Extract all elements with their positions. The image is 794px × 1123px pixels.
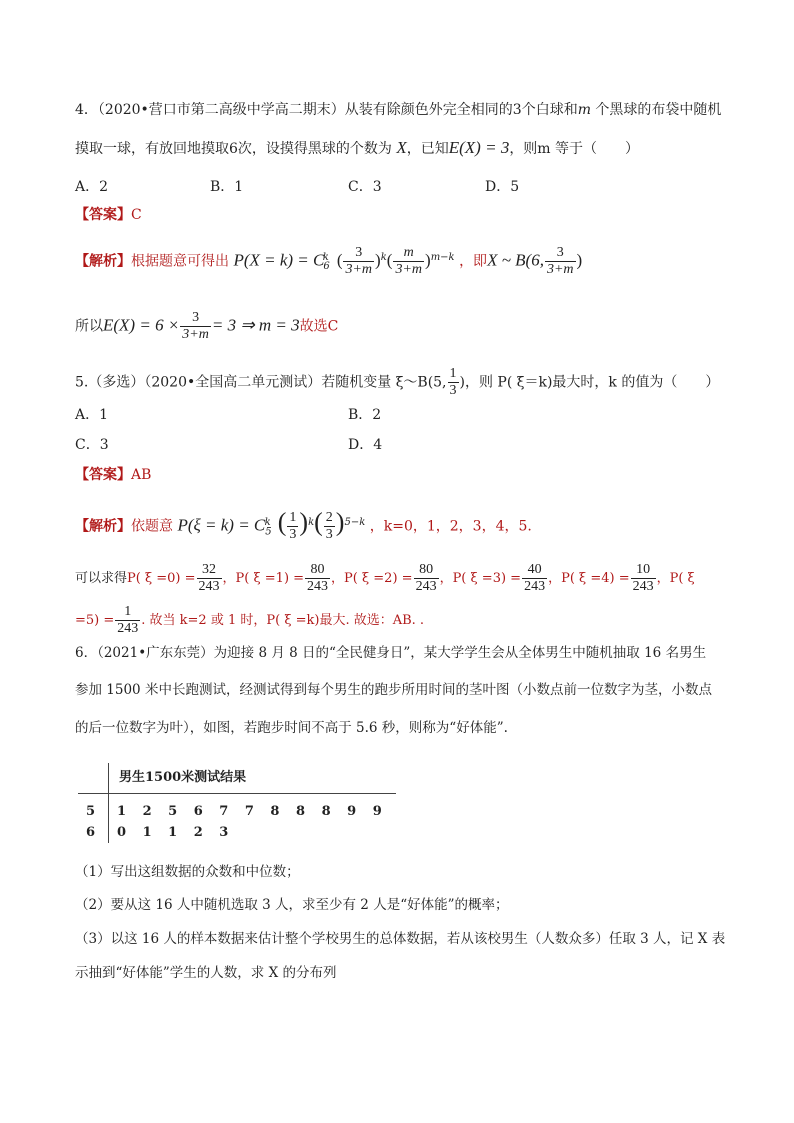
- fraction: [180, 310, 211, 343]
- fraction: [343, 245, 374, 278]
- denominator: 3: [289, 527, 297, 542]
- q4-text: ，则m 等于（ ）: [509, 141, 640, 157]
- prob-lhs: ，P( ξ =2) =: [331, 571, 413, 586]
- denominator: 3+m: [345, 262, 373, 277]
- prob-lhs: ，P( ξ =3) =: [439, 571, 522, 586]
- q5-text: 5.（多选）（2020•全国高二单元测试）若随机变量 ξ～B(5,: [75, 374, 447, 391]
- fraction: [393, 245, 424, 278]
- stem-cell: 5: [78, 794, 109, 823]
- stem-header-cell: [78, 763, 109, 794]
- conclusion-end: 故选C: [299, 318, 339, 335]
- q4-text-b: 个黑球的布袋中随机: [590, 102, 722, 118]
- formula: X ~ B(6,: [487, 250, 544, 270]
- answer-label: 【答案】: [75, 207, 131, 223]
- numerator: 10: [631, 562, 656, 579]
- fraction: [287, 510, 298, 543]
- probs-intro: 可以求得: [75, 571, 128, 586]
- fraction: [631, 562, 656, 595]
- formula-sub: 6: [323, 261, 330, 273]
- fraction: [522, 562, 547, 595]
- analysis-text: ，即: [459, 253, 488, 270]
- denominator: 243: [117, 621, 139, 636]
- formula-sub: 5: [265, 526, 272, 538]
- answer-value: C: [131, 207, 142, 223]
- leaves-cell: 1 2 5 6 7 7 8 8 8 9 9: [117, 804, 388, 819]
- prob-lhs: ，P( ξ =4) =: [548, 571, 630, 586]
- table-title: 男生1500米测试结果: [109, 763, 396, 794]
- q5-option-b: B．2: [348, 407, 382, 423]
- fraction: [545, 245, 576, 278]
- q4-var-m: m: [577, 102, 591, 118]
- numerator: 40: [522, 562, 547, 579]
- prob-lhs: =5) =: [75, 613, 115, 628]
- numerator: 3: [343, 245, 374, 262]
- numerator: m: [393, 245, 424, 262]
- prob-lhs: P( ξ =0) =: [127, 571, 196, 586]
- formula-sup: k: [264, 516, 271, 528]
- analysis-label: 【解析】: [75, 253, 131, 270]
- q4-expectation: E(X) = 3: [448, 138, 510, 157]
- numerator: 2: [325, 510, 333, 525]
- q6-line1: 6．（2021•广东东莞）为迎接 8 月 8 日的“全民健身日”，某大学学生会从全体男生中随机抽取 16 名男生: [75, 645, 707, 661]
- numerator: 1: [115, 604, 140, 621]
- q4-option-d: D．5: [485, 179, 520, 195]
- fraction: [414, 562, 439, 595]
- formula-sup: k: [322, 251, 329, 263]
- answer-label: 【答案】: [75, 467, 131, 483]
- exponent: k: [380, 251, 387, 263]
- q5-option-a: A．1: [75, 407, 109, 423]
- q5-answer: [75, 465, 151, 485]
- numerator: 80: [414, 562, 439, 579]
- q6-sub3b: 示抽到“好体能”学生的人数，求 X 的分布列: [75, 965, 337, 981]
- fraction: [115, 604, 140, 637]
- answer-value: AB: [131, 467, 152, 483]
- q4-text: ，已知: [406, 141, 449, 157]
- exponent: k: [308, 516, 315, 528]
- q5-conclusion: [75, 604, 424, 637]
- q5-option-c: C．3: [75, 437, 109, 453]
- q6-sub1: （1）写出这组数据的众数和中位数；: [75, 864, 300, 880]
- denominator: 3: [325, 527, 333, 542]
- exponent: m−k: [430, 251, 455, 263]
- formula: E(X) = 6 ×: [103, 315, 180, 335]
- denominator: 243: [198, 579, 220, 594]
- denominator: 243: [524, 579, 546, 594]
- leaves-cell: 0 1 1 2 3: [117, 825, 235, 840]
- q6-line3: 的后一位数字为叶），如图，若跑步时间不高于 5.6 秒，则称为“好体能”.: [75, 720, 508, 736]
- stem-leaf-table: [78, 763, 396, 843]
- q4-line2: [75, 138, 639, 159]
- fraction: [305, 562, 330, 595]
- q4-line1: [75, 100, 721, 120]
- numerator: 3: [545, 245, 576, 262]
- formula: P(X = k) = C: [233, 250, 325, 270]
- denominator: 243: [415, 579, 437, 594]
- q5-analysis: 【解析】依题意 $P(\xi = k) = C_5^k$ ( $\frac{1}{3}$ )$^k$( $\frac{2}{3}$ )$^{5-k}$ ，k=0，1，2，3，4，5.: [75, 507, 532, 542]
- q4-answer: [75, 205, 142, 225]
- numerator: 3: [180, 310, 211, 327]
- q5-probabilities: [75, 562, 695, 595]
- q4-var-X: X: [396, 138, 407, 157]
- conclusion-text: . 故当 k=2 或 1 时，P( ξ =k)最大. 故选：AB. .: [141, 613, 425, 628]
- exponent: 5−k: [344, 516, 366, 528]
- q4-option-c: C．3: [348, 179, 382, 195]
- denominator: 243: [632, 579, 654, 594]
- numerator: 32: [197, 562, 222, 579]
- q6-sub3a: （3）以这 16 人的样本数据来估计整个学校男生的总体数据，若从该校男生（人数众多）任取 3 人，记 X 表: [75, 931, 726, 947]
- k-values: ，k=0，1，2，3，4，5.: [369, 518, 532, 535]
- analysis-label: 【解析】: [75, 518, 131, 535]
- fraction: [197, 562, 222, 595]
- q4-text: 摸取一球，有放回地摸取6次，设摸得黑球的个数为: [75, 141, 397, 157]
- q4-analysis: 【解析】根据题意可得出 $P(X = k) = C_6^k$ ( $\frac{3}{3+m}$ )$^k$( $\frac{m}{3+m}$ )$^{m-k}$ ，即X ~ B(6, $\frac{3}{3+m}$ ): [75, 245, 583, 277]
- q4-text: 4．（2020•营口市第二高级中学高二期末）从装有除颜色外完全相同的3个白球和: [75, 102, 578, 118]
- stem-cell: 6: [78, 822, 109, 843]
- q4-option-a: A．2: [75, 179, 109, 195]
- denominator: 3+m: [395, 262, 423, 277]
- conclusion-text: 所以: [75, 318, 103, 335]
- table-row: [78, 794, 396, 823]
- q6-line2: 参加 1500 米中长跑测试，经测试得到每个男生的跑步所用时间的茎叶图（小数点前一位数字为茎，小数点: [75, 682, 712, 698]
- analysis-text: 根据题意可得出: [131, 253, 229, 270]
- denominator: 3+m: [182, 327, 209, 342]
- formula: P(ξ = k) = C: [177, 515, 266, 535]
- numerator: 80: [305, 562, 330, 579]
- q4-conclusion: [75, 310, 338, 343]
- denominator: 3: [449, 383, 457, 398]
- q4-option-b: B．1: [210, 179, 244, 195]
- numerator: 1: [449, 366, 457, 381]
- fraction: [324, 510, 335, 543]
- table-row: [78, 822, 396, 843]
- table-header-row: [78, 763, 396, 794]
- analysis-text: 依题意: [131, 518, 173, 535]
- denominator: 3+m: [546, 262, 574, 277]
- denominator: 243: [307, 579, 329, 594]
- fraction: [448, 366, 459, 399]
- numerator: 1: [289, 510, 297, 525]
- q6-sub2: （2）要从这 16 人中随机选取 3 人，求至少有 2 人是“好体能”的概率；: [75, 897, 509, 913]
- q5-text: )，则 P( ξ＝k)最大时，k 的值为（ ）: [459, 374, 720, 391]
- prob-tail: ，P( ξ: [656, 571, 695, 586]
- formula: = 3 ⇒ m = 3: [211, 315, 300, 335]
- prob-lhs: ，P( ξ =1) =: [222, 571, 305, 586]
- q5-line1: [75, 366, 719, 399]
- q5-option-d: D．4: [348, 437, 383, 453]
